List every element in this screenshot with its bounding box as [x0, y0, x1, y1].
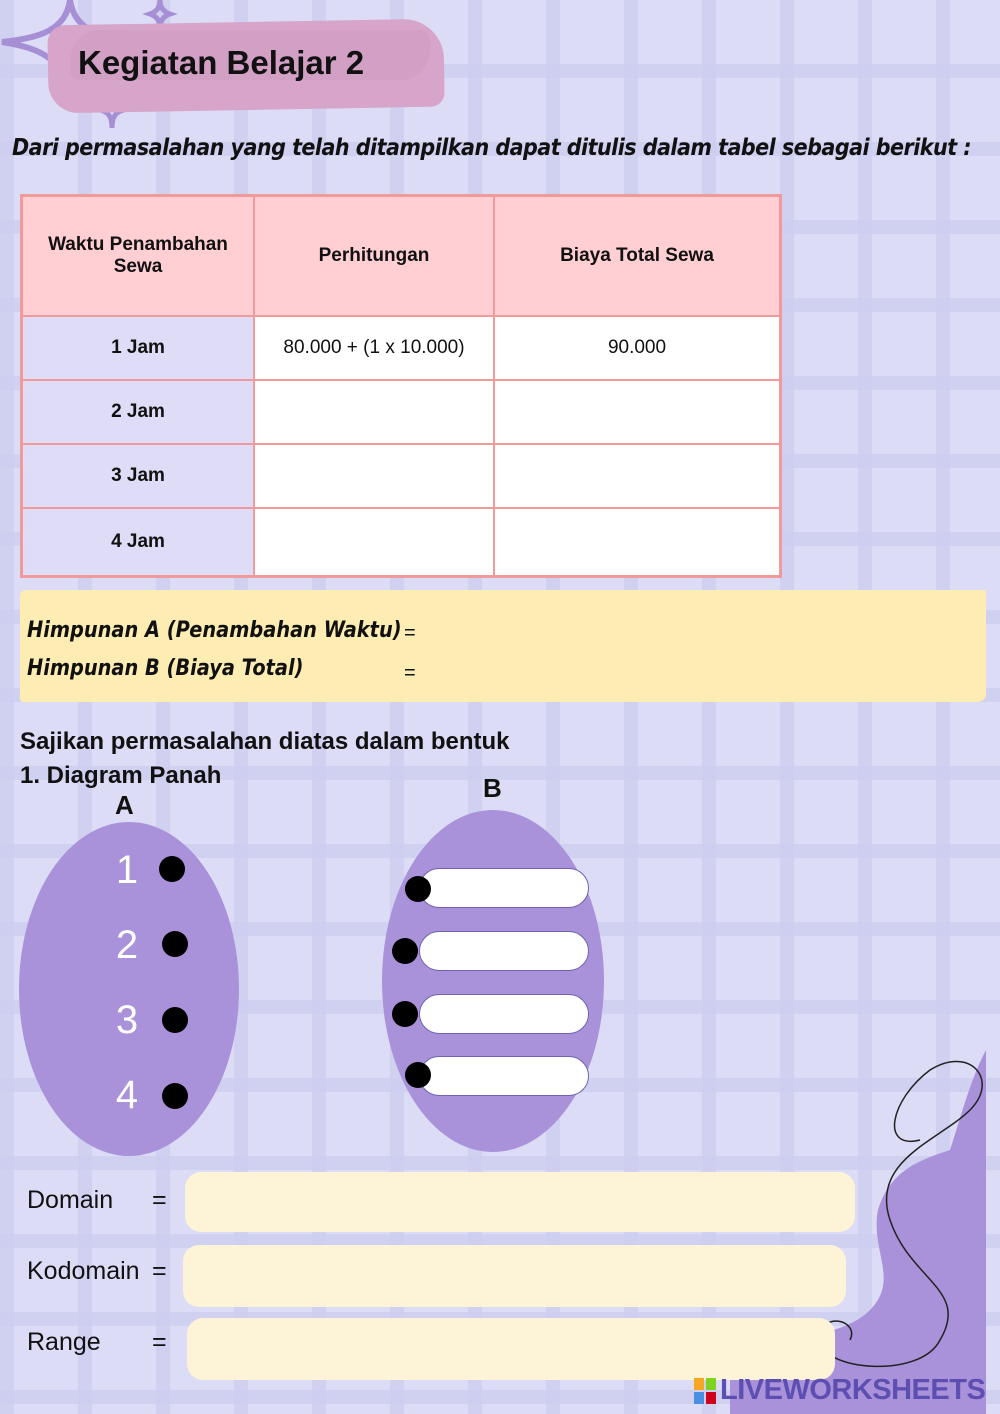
set-a-equals: = [404, 622, 416, 644]
set-b-point[interactable] [392, 1001, 418, 1027]
set-b-answer-field[interactable] [419, 868, 589, 908]
set-b-equals: = [404, 662, 416, 684]
set-b-point[interactable] [405, 1062, 431, 1088]
set-b-answer-field[interactable] [419, 931, 589, 971]
set-a-element: 2 [115, 923, 139, 967]
row-time: 1 Jam [22, 316, 255, 380]
header-calculation: Perhitungan [254, 196, 494, 317]
row-time: 3 Jam [22, 444, 255, 508]
row-time: 4 Jam [22, 508, 255, 577]
rental-table [20, 194, 782, 578]
table-row [22, 508, 781, 577]
domain-answer-field[interactable] [185, 1172, 855, 1232]
set-a-label: Himpunan A (Penambahan Waktu) [27, 618, 402, 643]
set-a-point[interactable] [162, 931, 188, 957]
set-a-title: A [115, 790, 134, 820]
range-label: Range [27, 1328, 101, 1356]
brand-logo-icon [694, 1378, 716, 1404]
brand-name: LIVEWORKSHEETS [720, 1374, 986, 1406]
set-b-answer-field[interactable] [424, 652, 964, 688]
task-heading: Sajikan permasalahan diatas dalam bentuk [20, 728, 510, 755]
row-total-cell[interactable] [494, 508, 781, 577]
table-header-row [22, 196, 781, 317]
row-total-cell[interactable]: 90.000 [494, 316, 781, 380]
row-calculation-cell[interactable]: 80.000 + (1 x 10.000) [254, 316, 494, 380]
header-time: Waktu Penambahan Sewa [22, 196, 255, 317]
row-total-cell[interactable] [494, 444, 781, 508]
set-b-answer-field[interactable] [419, 994, 589, 1034]
set-b-point[interactable] [392, 938, 418, 964]
codomain-equals: = [152, 1257, 167, 1285]
domain-label: Domain [27, 1186, 114, 1214]
intro-text: Dari permasalahan yang telah ditampilkan dapat ditulis dalam tabel sebagai berikut : [12, 135, 971, 161]
row-calculation-cell[interactable] [254, 380, 494, 444]
set-b-point[interactable] [405, 876, 431, 902]
set-b-title: B [483, 773, 502, 803]
set-a-element: 1 [115, 848, 139, 892]
set-b-label: Himpunan B (Biaya Total) [27, 656, 304, 681]
set-b-answer-field[interactable] [419, 1056, 589, 1096]
range-answer-field[interactable] [187, 1318, 835, 1380]
row-calculation-cell[interactable] [254, 508, 494, 577]
set-a-point[interactable] [159, 856, 185, 882]
row-total-cell[interactable] [494, 380, 781, 444]
table-row [22, 316, 781, 380]
set-a-element: 4 [115, 1073, 139, 1117]
set-a-answer-field[interactable] [424, 612, 964, 648]
page-title: Kegiatan Belajar 2 [78, 44, 365, 81]
row-calculation-cell[interactable] [254, 444, 494, 508]
set-a-element: 3 [115, 998, 139, 1042]
set-a-point[interactable] [162, 1083, 188, 1109]
range-equals: = [152, 1328, 167, 1356]
set-b-ellipse [382, 810, 604, 1152]
set-a-point[interactable] [162, 1007, 188, 1033]
liveworksheets-logo [694, 1374, 985, 1407]
table-row [22, 380, 781, 444]
header-total: Biaya Total Sewa [494, 196, 781, 317]
table-row [22, 444, 781, 508]
codomain-answer-field[interactable] [183, 1245, 846, 1307]
row-time: 2 Jam [22, 380, 255, 444]
task-subheading: 1. Diagram Panah [20, 762, 222, 789]
codomain-label: Kodomain [27, 1257, 140, 1285]
domain-equals: = [152, 1186, 167, 1214]
